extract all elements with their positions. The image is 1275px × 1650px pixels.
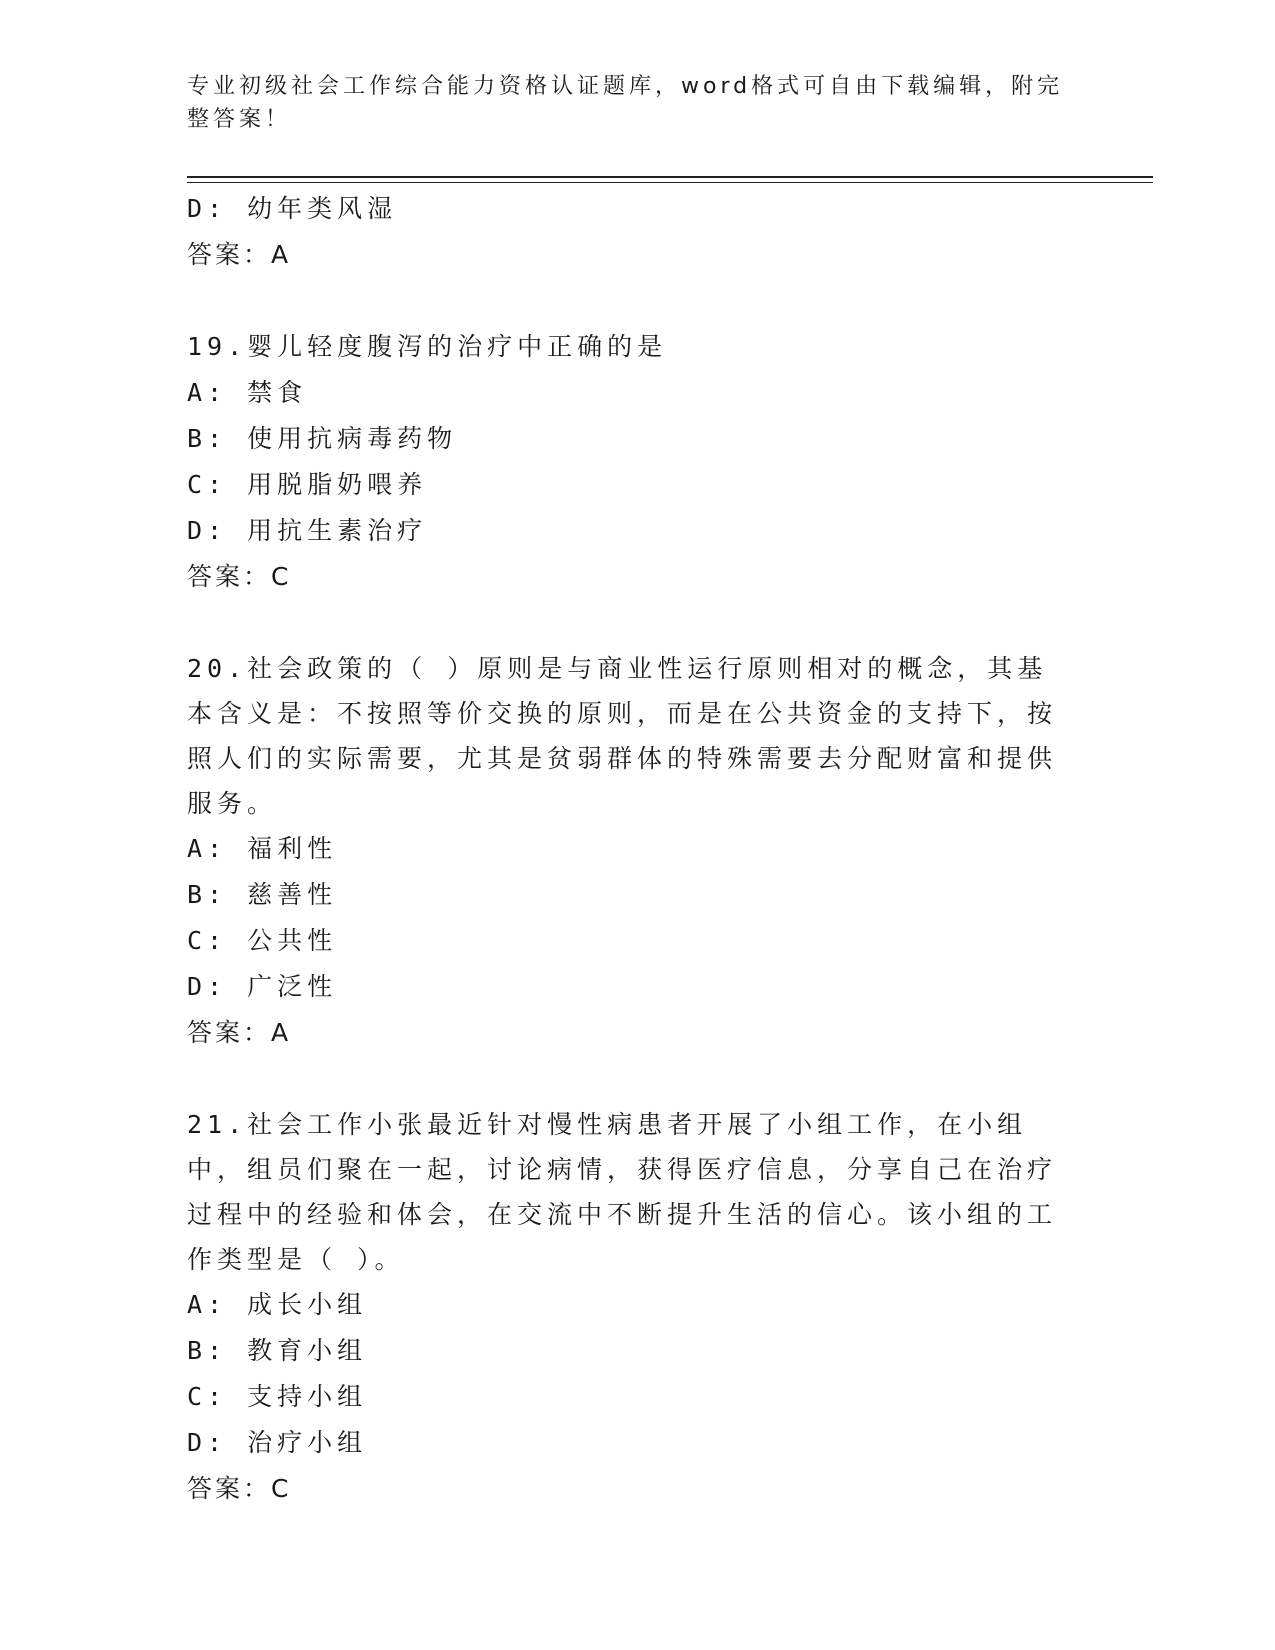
question-stem: 19.婴儿轻度腹泻的治疗中正确的是: [187, 332, 668, 361]
page-header: 专业初级社会工作综合能力资格认证题库，word格式可自由下载编辑，附完整答案！: [187, 74, 1064, 132]
question-19: [187, 324, 1077, 600]
option-c: C: 支持小组: [187, 1382, 368, 1411]
header-divider: [187, 176, 1153, 178]
option-d: D: 广泛性: [187, 972, 338, 1001]
question-stem: 20.社会政策的（ ）原则是与商业性运行原则相对的概念，其基本含义是：不按照等价交换的原则，而是在公共资金的支持下，按照人们的实际需要，尤其是贫弱群体的特殊需要去分配财富和提供服务。: [187, 654, 1058, 818]
option-c: C: 公共性: [187, 926, 338, 955]
option-d: D: 治疗小组: [187, 1428, 368, 1457]
answer: 答案：C: [187, 562, 292, 591]
answer: 答案：C: [187, 1474, 292, 1503]
option-d: D: 幼年类风湿: [187, 194, 398, 223]
header-divider-thin: [187, 182, 1153, 183]
question-list: [187, 186, 1077, 1512]
question-20: [187, 646, 1077, 1056]
option-b: B: 教育小组: [187, 1336, 368, 1365]
question-21: [187, 1102, 1077, 1512]
option-a: A: 禁食: [187, 378, 308, 407]
option-d: D: 用抗生素治疗: [187, 516, 428, 545]
question-stem: 21.社会工作小张最近针对慢性病患者开展了小组工作，在小组中，组员们聚在一起，讨论病情，获得医疗信息，分享自己在治疗过程中的经验和体会，在交流中不断提升生活的信心。该小组的工作类型是（ ）。: [187, 1110, 1058, 1274]
option-a: A: 福利性: [187, 834, 338, 863]
answer: 答案：A: [187, 240, 292, 269]
answer: 答案：A: [187, 1018, 292, 1047]
option-b: B: 慈善性: [187, 880, 338, 909]
option-c: C: 用脱脂奶喂养: [187, 470, 428, 499]
option-a: A: 成长小组: [187, 1290, 368, 1319]
option-b: B: 使用抗病毒药物: [187, 424, 458, 453]
